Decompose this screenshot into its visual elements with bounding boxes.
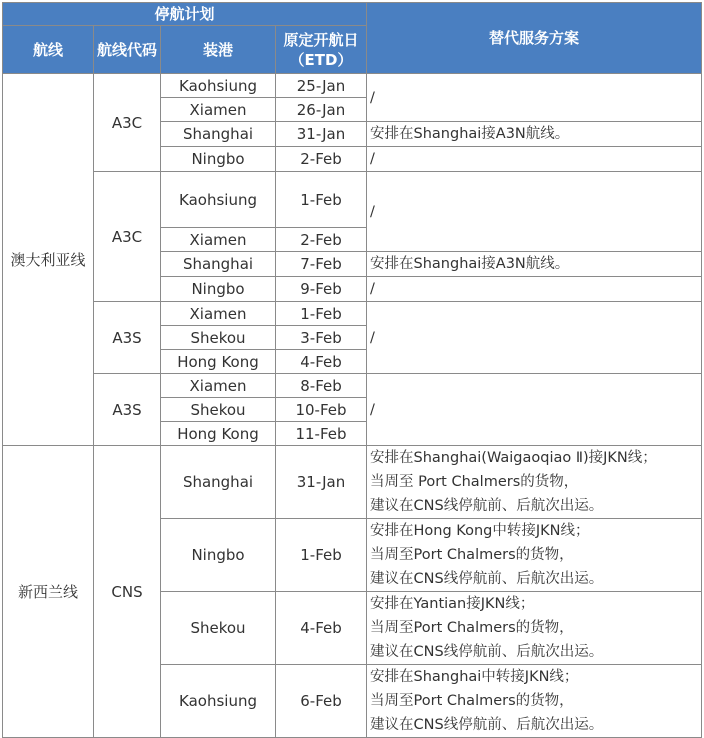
header-route-code: 航线代码 xyxy=(94,26,161,74)
etd-cell: 4-Feb xyxy=(276,350,367,374)
etd-cell: 1-Feb xyxy=(276,172,367,228)
port-cell: Xiamen xyxy=(161,98,276,122)
port-cell: Shekou xyxy=(161,592,276,665)
etd-cell: 1-Feb xyxy=(276,302,367,326)
service-cell: / xyxy=(367,374,702,446)
etd-cell: 26-Jan xyxy=(276,98,367,122)
header-etd: 原定开航日（ETD） xyxy=(276,26,367,74)
service-cell: / xyxy=(367,74,702,122)
port-cell: Ningbo xyxy=(161,519,276,592)
etd-cell: 6-Feb xyxy=(276,665,367,738)
service-cell xyxy=(367,519,702,592)
etd-cell: 7-Feb xyxy=(276,252,367,277)
etd-cell: 3-Feb xyxy=(276,326,367,350)
etd-cell: 2-Feb xyxy=(276,228,367,252)
route-australia: 澳大利亚线 xyxy=(3,74,94,446)
port-cell: Xiamen xyxy=(161,374,276,398)
port-cell: Xiamen xyxy=(161,228,276,252)
service-line: 建议在CNS线停航前、后航次出运。 xyxy=(370,498,604,514)
port-cell: Shanghai xyxy=(161,446,276,519)
etd-cell: 31-Jan xyxy=(276,122,367,147)
etd-cell: 9-Feb xyxy=(276,277,367,302)
service-cell xyxy=(367,592,702,665)
port-cell: Shekou xyxy=(161,326,276,350)
service-cell: / xyxy=(367,302,702,374)
etd-cell: 10-Feb xyxy=(276,398,367,422)
header-port: 装港 xyxy=(161,26,276,74)
etd-cell: 31-Jan xyxy=(276,446,367,519)
header-service: 替代服务方案 xyxy=(367,3,702,74)
route-code: A3S xyxy=(94,374,161,446)
service-cell xyxy=(367,446,702,519)
service-cell: 安排在Shanghai接A3N航线。 xyxy=(367,122,702,147)
service-cell: / xyxy=(367,277,702,302)
service-line: 当周至Port Chalmers的货物， xyxy=(370,620,574,636)
etd-cell: 4-Feb xyxy=(276,592,367,665)
service-cell: / xyxy=(367,172,702,252)
service-line: 建议在CNS线停航前、后航次出运。 xyxy=(370,644,604,660)
service-cell: / xyxy=(367,147,702,172)
header-route: 航线 xyxy=(3,26,94,74)
etd-cell: 1-Feb xyxy=(276,519,367,592)
etd-cell: 11-Feb xyxy=(276,422,367,446)
port-cell: Hong Kong xyxy=(161,422,276,446)
service-line: 安排在Yantian接JKN线； xyxy=(370,596,535,612)
route-code: A3C xyxy=(94,172,161,302)
etd-cell: 8-Feb xyxy=(276,374,367,398)
service-line: 当周至Port Chalmers的货物， xyxy=(370,693,574,709)
port-cell: Kaohsiung xyxy=(161,665,276,738)
route-code: A3S xyxy=(94,302,161,374)
etd-cell: 2-Feb xyxy=(276,147,367,172)
port-cell: Xiamen xyxy=(161,302,276,326)
route-code: A3C xyxy=(94,74,161,172)
service-line: 安排在Hong Kong中转接JKN线； xyxy=(370,523,590,539)
etd-cell: 25-Jan xyxy=(276,74,367,98)
service-cell: 安排在Shanghai接A3N航线。 xyxy=(367,252,702,277)
service-cell xyxy=(367,665,702,738)
port-cell: Ningbo xyxy=(161,277,276,302)
route-nz: 新西兰线 xyxy=(3,446,94,738)
service-line: 建议在CNS线停航前、后航次出运。 xyxy=(370,717,604,733)
port-cell: Shekou xyxy=(161,398,276,422)
service-line: 当周至Port Chalmers的货物， xyxy=(370,547,574,563)
header-group: 停航计划 xyxy=(3,3,367,26)
port-cell: Kaohsiung xyxy=(161,172,276,228)
service-line: 安排在Shanghai(Waigaoqiao Ⅱ)接JKN线； xyxy=(370,450,657,466)
port-cell: Shanghai xyxy=(161,252,276,277)
service-line: 当周至 Port Chalmers的货物， xyxy=(370,474,579,490)
port-cell: Shanghai xyxy=(161,122,276,147)
suspension-table xyxy=(2,2,702,738)
service-line: 建议在CNS线停航前、后航次出运。 xyxy=(370,571,604,587)
route-code: CNS xyxy=(94,446,161,738)
port-cell: Kaohsiung xyxy=(161,74,276,98)
port-cell: Ningbo xyxy=(161,147,276,172)
service-line: 安排在Shanghai中转接JKN线； xyxy=(370,669,579,685)
port-cell: Hong Kong xyxy=(161,350,276,374)
